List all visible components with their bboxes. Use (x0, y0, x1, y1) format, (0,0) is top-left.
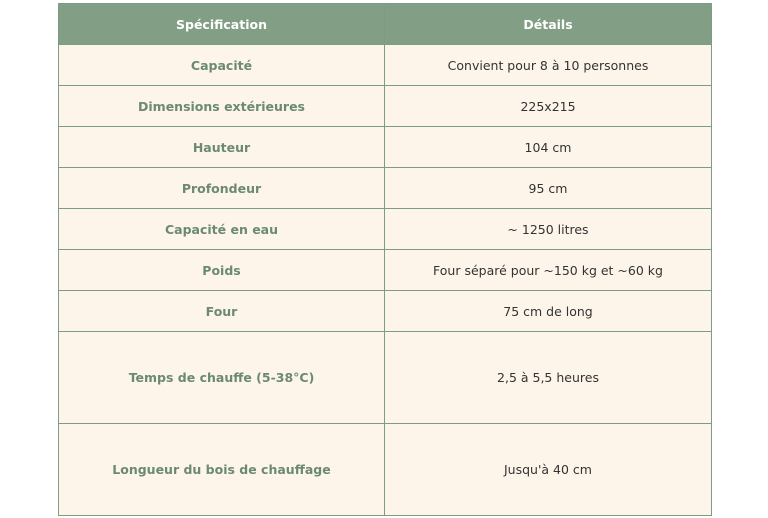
table-row (59, 332, 712, 424)
specification-table (58, 3, 712, 516)
row-label-capacite: Capacité (59, 45, 385, 86)
table-row (59, 209, 712, 250)
row-label-poids: Poids (59, 250, 385, 291)
row-label-dimensions: Dimensions extérieures (59, 86, 385, 127)
table-row (59, 291, 712, 332)
table-row (59, 168, 712, 209)
row-label-temps-chauffe: Temps de chauffe (5-38°C) (59, 332, 385, 424)
table-row (59, 127, 712, 168)
table-row (59, 45, 712, 86)
table-header-row (59, 4, 712, 45)
row-value-four: 75 cm de long (385, 291, 712, 332)
row-value-poids: Four séparé pour ~150 kg et ~60 kg (385, 250, 712, 291)
table-row (59, 424, 712, 516)
row-value-hauteur: 104 cm (385, 127, 712, 168)
row-label-capacite-eau: Capacité en eau (59, 209, 385, 250)
table-row (59, 86, 712, 127)
row-value-dimensions: 225x215 (385, 86, 712, 127)
row-label-profondeur: Profondeur (59, 168, 385, 209)
header-details: Détails (385, 4, 712, 45)
row-value-capacite-eau: ~ 1250 litres (385, 209, 712, 250)
table-row (59, 250, 712, 291)
row-label-longueur-bois: Longueur du bois de chauffage (59, 424, 385, 516)
row-value-profondeur: 95 cm (385, 168, 712, 209)
row-value-temps-chauffe: 2,5 à 5,5 heures (385, 332, 712, 424)
row-value-longueur-bois: Jusqu'à 40 cm (385, 424, 712, 516)
row-value-capacite: Convient pour 8 à 10 personnes (385, 45, 712, 86)
header-specification: Spécification (59, 4, 385, 45)
row-label-hauteur: Hauteur (59, 127, 385, 168)
row-label-four: Four (59, 291, 385, 332)
